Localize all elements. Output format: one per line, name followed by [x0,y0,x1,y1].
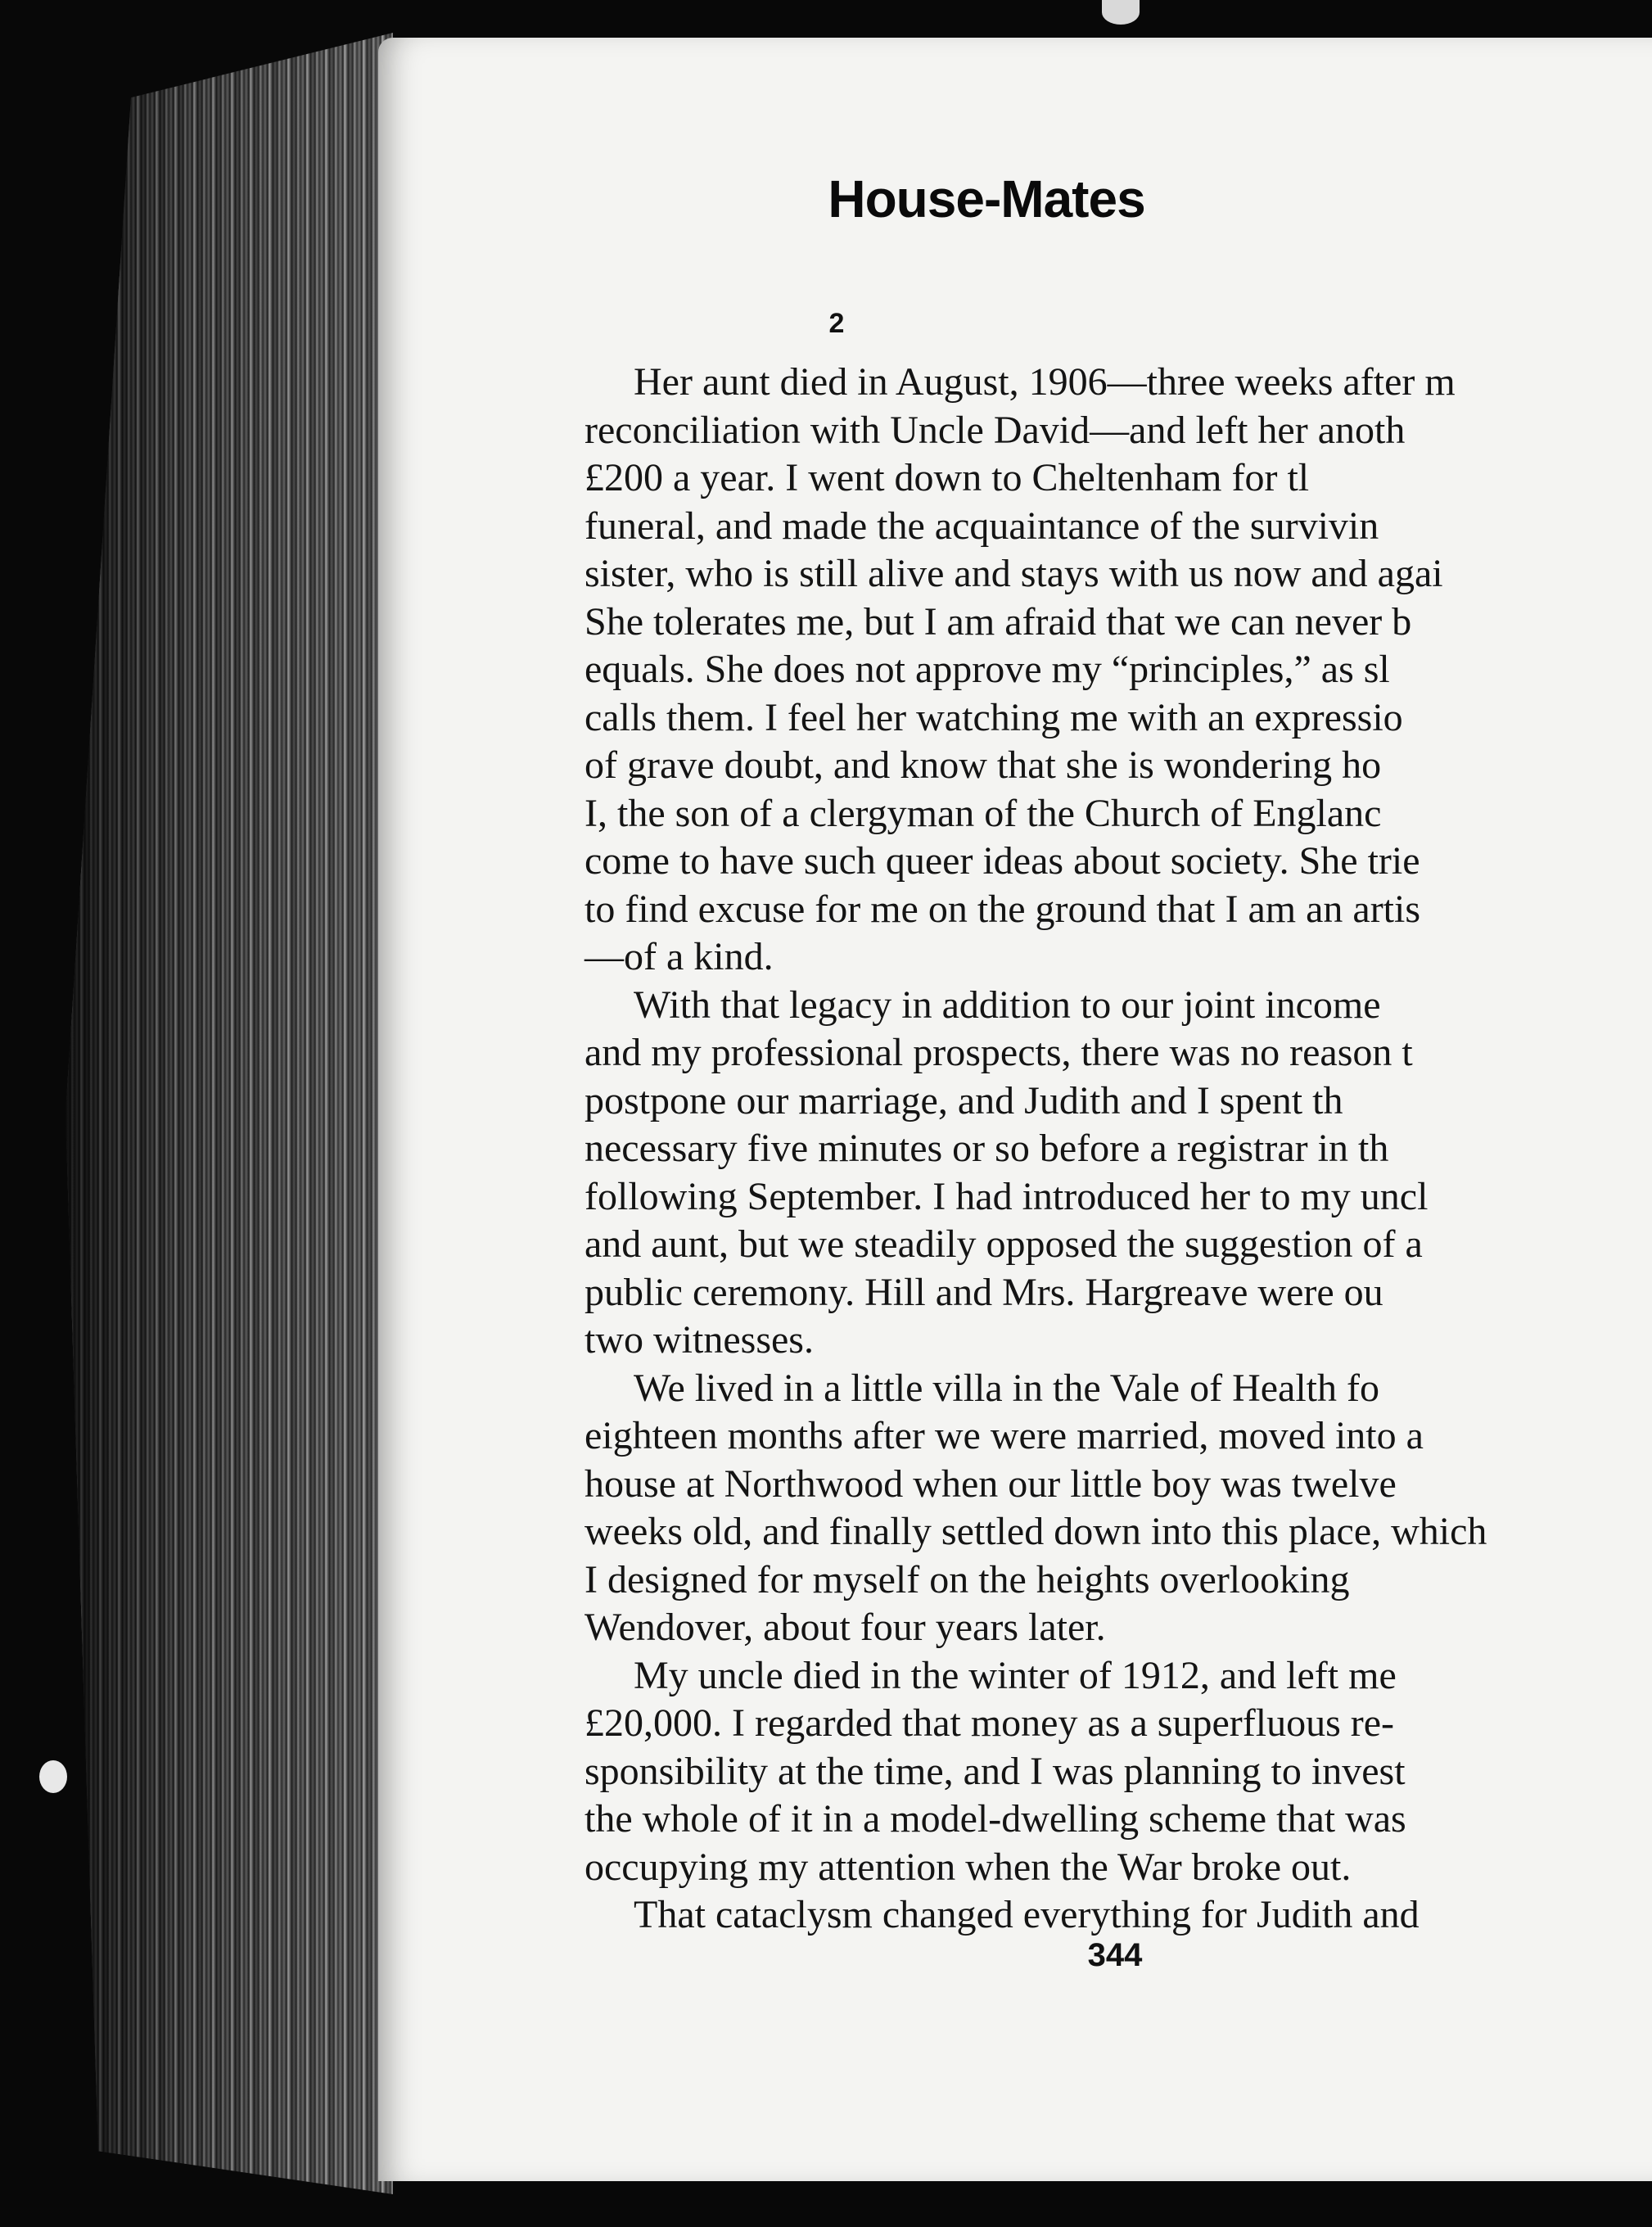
text-line: calls them. I feel her watching me with an expressio [585,695,1403,739]
text-line: occupying my attention when the War broke out. [585,1845,1352,1889]
section-number: 2 [828,308,845,339]
page-number: 344 [1087,1937,1143,1973]
scan-speck [39,1760,67,1793]
book-page [378,38,1652,2181]
text-line: With that legacy in addition to our joint income [634,982,1381,1027]
text-line: —of a kind. [585,935,774,978]
text-line: and aunt, but we steadily opposed the suggestion of a [585,1222,1423,1266]
text-line: sponsibility at the time, and I was planning to invest [585,1749,1406,1793]
text-line: of grave doubt, and know that she is wondering ho [585,743,1382,787]
text-line: I, the son of a clergyman of the Church of Englanc [585,791,1382,835]
text-line: We lived in a little villa in the Vale of Health fo [634,1366,1379,1410]
running-head [378,169,1555,229]
text-line: £20,000. I regarded that money as a superfluous re- [585,1701,1395,1745]
running-head-text: House-Mates [828,169,1145,228]
text-line: equals. She does not approve my “principles,” as sl [585,648,1390,691]
text-line: Wendover, about four years later. [585,1606,1106,1649]
book-edge-shadow [65,33,393,2194]
text-line: That cataclysm changed everything for Judith and [634,1893,1420,1936]
text-line: weeks old, and finally settled down into this place, which [585,1510,1487,1553]
text-line: the whole of it in a model-dwelling scheme that was [585,1797,1406,1841]
text-line: £200 a year. I went down to Cheltenham for tl [585,456,1310,499]
text-line: necessary five minutes or so before a registrar in th [585,1127,1389,1170]
text-line: to find excuse for me on the ground that I am an artis [585,887,1421,931]
body-text [585,359,1652,1940]
text-line: She tolerates me, but I am afraid that we can never b [585,599,1412,644]
text-line: house at Northwood when our little boy was twelve [585,1461,1397,1506]
text-line: reconciliation with Uncle David—and left her anoth [585,408,1406,452]
text-line: two witnesses. [585,1318,814,1362]
text-line: and my professional prospects, there was no reason t [585,1031,1413,1074]
text-line: My uncle died in the winter of 1912, and left me [634,1653,1397,1697]
text-line: funeral, and made the acquaintance of the survivin [585,504,1379,548]
text-line: following September. I had introduced her to my uncl [585,1174,1429,1218]
text-line: eighteen months after we were married, moved into a [585,1414,1424,1457]
text-line: Her aunt died in August, 1906—three weeks after m [634,360,1456,404]
text-line: I designed for myself on the heights overlooking [585,1557,1350,1601]
text-line: public ceremony. Hill and Mrs. Hargreave were ou [585,1270,1383,1314]
text-line: postpone our marriage, and Judith and I spent th [585,1078,1343,1123]
scan-blemish [1102,0,1140,25]
text-line: sister, who is still alive and stays with us now and agai [585,552,1443,595]
text-line: come to have such queer ideas about society. She trie [585,839,1420,883]
